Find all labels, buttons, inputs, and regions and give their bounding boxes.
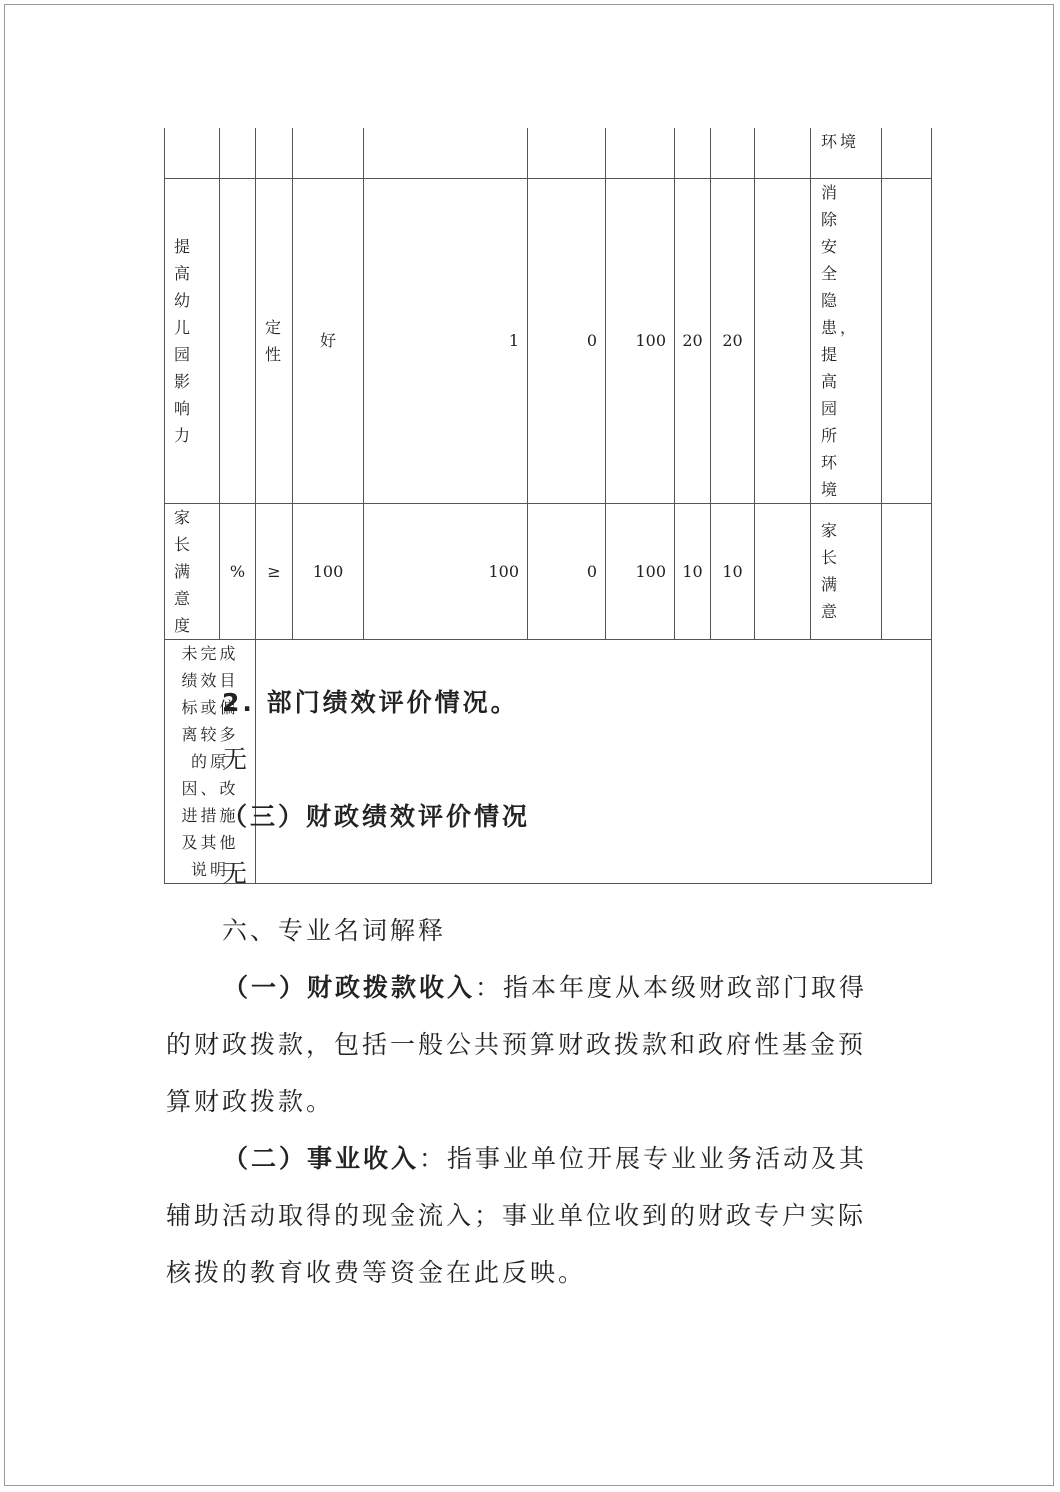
term-paragraph bbox=[166, 959, 886, 1130]
indicator-name: 家长满意度 bbox=[174, 507, 194, 635]
table-cell: 20 bbox=[675, 178, 711, 503]
term-label: （二）事业收入 bbox=[223, 1144, 420, 1173]
table-cell: 0 bbox=[528, 503, 606, 639]
table-cell bbox=[882, 503, 932, 639]
table-cell: 好 bbox=[293, 178, 364, 503]
section-text: 无 bbox=[222, 745, 251, 774]
section-text: 无 bbox=[222, 859, 251, 888]
table-cell: 100 bbox=[364, 503, 528, 639]
table-cell: 100 bbox=[606, 178, 675, 503]
term-text: ：指事业单位开展专业业务活动及其辅助活动取得的现金流入；事业单位收到的财政专户实际核拨的教育收费等资金在此反映。 bbox=[166, 1144, 868, 1287]
term-paragraph bbox=[166, 1130, 886, 1301]
table-cell: 10 bbox=[711, 503, 755, 639]
table-cell bbox=[882, 178, 932, 503]
table-cell: 20 bbox=[711, 178, 755, 503]
table-cell: 1 bbox=[364, 178, 528, 503]
table-cell: 0 bbox=[528, 178, 606, 503]
table-cell: 100 bbox=[293, 503, 364, 639]
table-row bbox=[165, 503, 932, 639]
table-cell: 消除安全隐患，提高园所环境 bbox=[821, 182, 860, 499]
table-cell bbox=[755, 503, 811, 639]
term-label: （一）财政拨款收入 bbox=[223, 973, 476, 1002]
table-cell: 定性 bbox=[265, 317, 285, 364]
table-cell: 环境 bbox=[821, 132, 860, 151]
table-cell bbox=[220, 178, 256, 503]
term-text: ：指本年度从本级财政部门取得的财政拨款，包括一般公共预算财政拨款和政府性基金预算财政拨款。 bbox=[166, 973, 868, 1116]
section-heading: （三）财政绩效评价情况 bbox=[222, 802, 531, 831]
table-row bbox=[165, 128, 932, 178]
table-cell bbox=[755, 178, 811, 503]
indicator-name: 提高幼儿园影响力 bbox=[174, 236, 194, 445]
table-row bbox=[165, 178, 932, 503]
section-heading: 六、专业名词解释 bbox=[222, 916, 447, 945]
document-body bbox=[166, 674, 886, 1301]
table-cell: ≥ bbox=[256, 503, 293, 639]
table-cell: 10 bbox=[675, 503, 711, 639]
table-cell: 家长满意 bbox=[821, 521, 841, 621]
table-cell: % bbox=[220, 503, 256, 639]
section-heading: 2. 部门绩效评价情况。 bbox=[222, 688, 519, 717]
reason-label: 未完成绩效目标或偏离较多的原因、改进措施及其他说明 bbox=[181, 643, 239, 879]
table-cell: 100 bbox=[606, 503, 675, 639]
